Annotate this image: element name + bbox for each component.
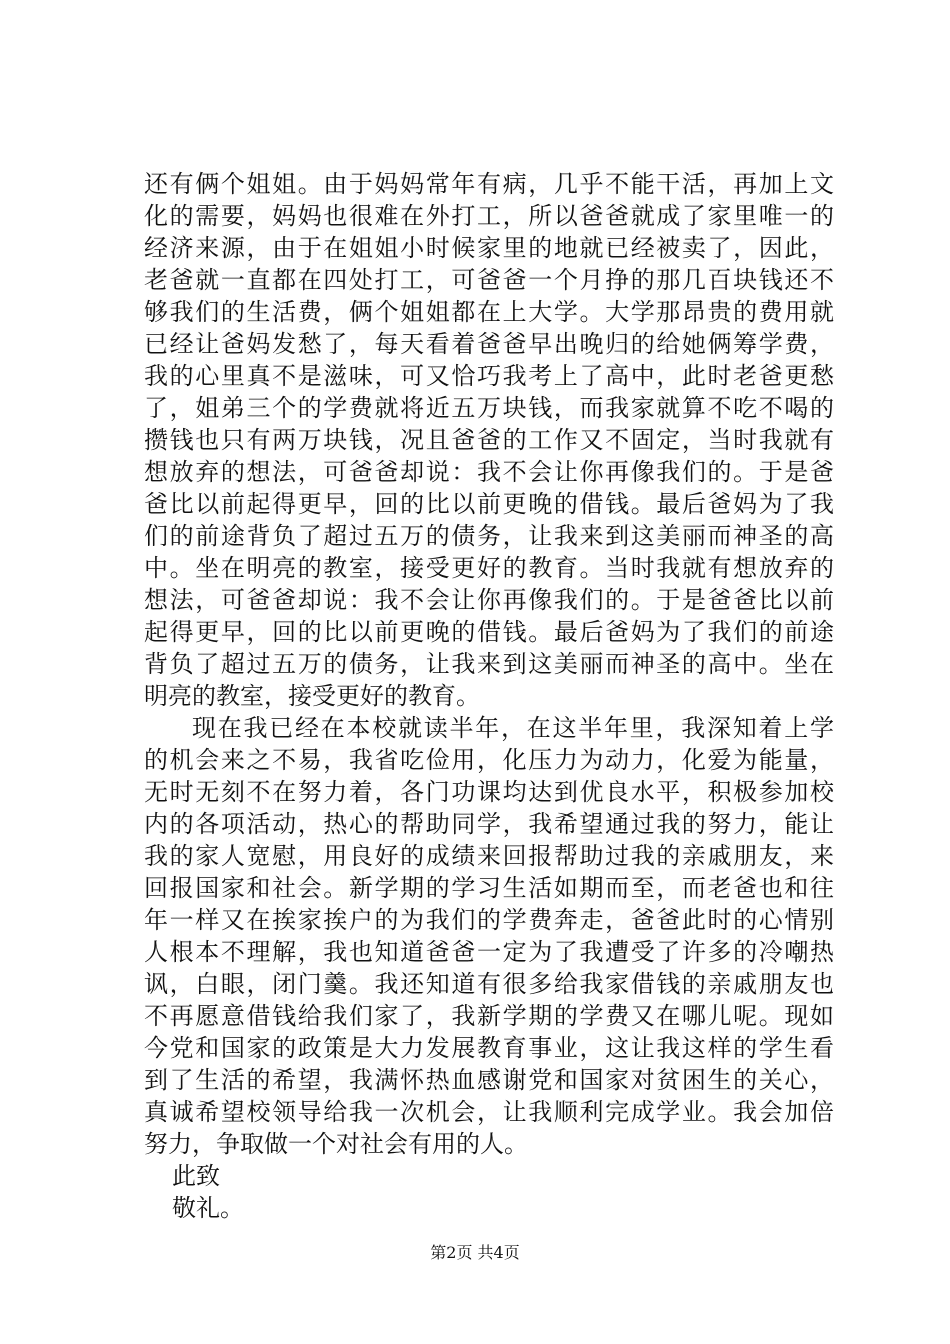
text-line: 已经让爸妈发愁了，每天看着爸爸早出晚归的给她俩筹学费，: [144, 330, 834, 358]
text-line: 回报国家和社会。新学期的学习生活如期而至，而老爸也和往: [144, 874, 834, 902]
text-line: 背负了超过五万的债务，让我来到这美丽而神圣的高中。坐在: [144, 650, 834, 678]
text-line: 了，姐弟三个的学费就将近五万块钱，而我家就算不吃不喝的: [144, 394, 834, 422]
text-line: 化的需要，妈妈也很难在外打工，所以爸爸就成了家里唯一的: [144, 202, 834, 230]
text-line: 到了生活的希望，我满怀热血感谢党和国家对贫困生的关心，: [144, 1066, 834, 1094]
paragraph-1: [144, 168, 834, 712]
text-line: 内的各项活动，热心的帮助同学，我希望通过我的努力，能让: [144, 810, 834, 838]
text-line: 的机会来之不易，我省吃俭用，化压力为动力，化爱为能量，: [144, 746, 834, 774]
text-line: 无时无刻不在努力着，各门功课均达到优良水平，积极参加校: [144, 778, 834, 806]
text-line: 年一样又在挨家挨户的为我们的学费奔走，爸爸此时的心情别: [144, 906, 834, 934]
paragraph-2: [144, 712, 834, 1160]
text-line: 爸比以前起得更早，回的比以前更晚的借钱。最后爸妈为了我: [144, 490, 834, 518]
text-line: 们的前途背负了超过五万的债务，让我来到这美丽而神圣的高: [144, 522, 834, 550]
text-line: 努力，争取做一个对社会有用的人。: [144, 1130, 528, 1158]
text-line: 明亮的教室，接受更好的教育。: [144, 682, 480, 710]
text-line: 经济来源，由于在姐姐小时候家里的地就已经被卖了，因此，: [144, 234, 834, 262]
text-line: 讽，白眼，闭门羹。我还知道有很多给我家借钱的亲戚朋友也: [144, 970, 834, 998]
text-line: 现在我已经在本校就读半年，在这半年里，我深知着上学: [192, 714, 834, 742]
text-line: 起得更早，回的比以前更晚的借钱。最后爸妈为了我们的前途: [144, 618, 834, 646]
text-line: 还有俩个姐姐。由于妈妈常年有病，几乎不能干活，再加上文: [144, 170, 834, 198]
text-line: 人根本不理解，我也知道爸爸一定为了我遭受了许多的冷嘲热: [144, 938, 834, 966]
text-line: 不再愿意借钱给我们家了，我新学期的学费又在哪儿呢。现如: [144, 1002, 834, 1030]
document-body: [144, 168, 834, 1224]
text-line: 真诚希望校领导给我一次机会，让我顺利完成学业。我会加倍: [144, 1098, 834, 1126]
closing-salutation: 此致: [172, 1162, 220, 1190]
closing-regards: 敬礼。: [172, 1194, 244, 1222]
page-number: 第2页 共4页: [430, 1243, 520, 1262]
text-line: 我的心里真不是滋味，可又恰巧我考上了高中，此时老爸更愁: [144, 362, 834, 390]
text-line: 我的家人宽慰，用良好的成绩来回报帮助过我的亲戚朋友，来: [144, 842, 834, 870]
text-line: 够我们的生活费，俩个姐姐都在上大学。大学那昂贵的费用就: [144, 298, 834, 326]
text-line: 想法，可爸爸却说：我不会让你再像我们的。于是爸爸比以前: [144, 586, 834, 614]
text-line: 今党和国家的政策是大力发展教育事业，这让我这样的学生看: [144, 1034, 834, 1062]
text-line: 攒钱也只有两万块钱，况且爸爸的工作又不固定，当时我就有: [144, 426, 834, 454]
text-line: 想放弃的想法，可爸爸却说：我不会让你再像我们的。于是爸: [144, 458, 834, 486]
text-line: 老爸就一直都在四处打工，可爸爸一个月挣的那几百块钱还不: [144, 266, 834, 294]
text-line: 中。坐在明亮的教室，接受更好的教育。当时我就有想放弃的: [144, 554, 834, 582]
